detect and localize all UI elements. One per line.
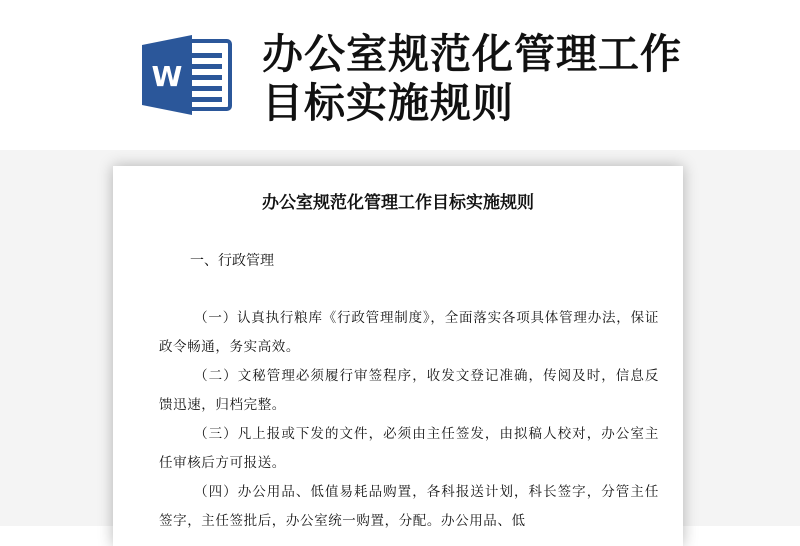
paragraph-3: （三）凡上报或下发的文件，必须由主任签发，由拟稿人校对，办公室主任审核后方可报送。	[159, 426, 659, 471]
paragraph-1: （一）认真执行粮库《行政管理制度》，全面落实各项具体管理办法，保证政令畅通，务实高效。	[159, 310, 659, 355]
document-title: 办公室规范化管理工作目标实施规则	[262, 193, 534, 213]
document-page	[113, 166, 683, 546]
section-heading: 一、行政管理	[190, 253, 274, 269]
paragraph-4: （四）办公用品、低值易耗品购置，各科报送计划，科长签字，分管主任签字，主任签批后，办公室统一购置，分配。办公用品、低	[159, 484, 659, 529]
word-document-icon	[142, 35, 234, 115]
page-title: 办公室规范化管理工作目标实施规则	[262, 30, 682, 127]
header-banner	[0, 0, 800, 150]
paragraph-2: （二）文秘管理必须履行审签程序，收发文登记准确，传阅及时，信息反馈迅速，归档完整。	[159, 368, 659, 413]
word-icon-letter: W	[151, 60, 183, 93]
